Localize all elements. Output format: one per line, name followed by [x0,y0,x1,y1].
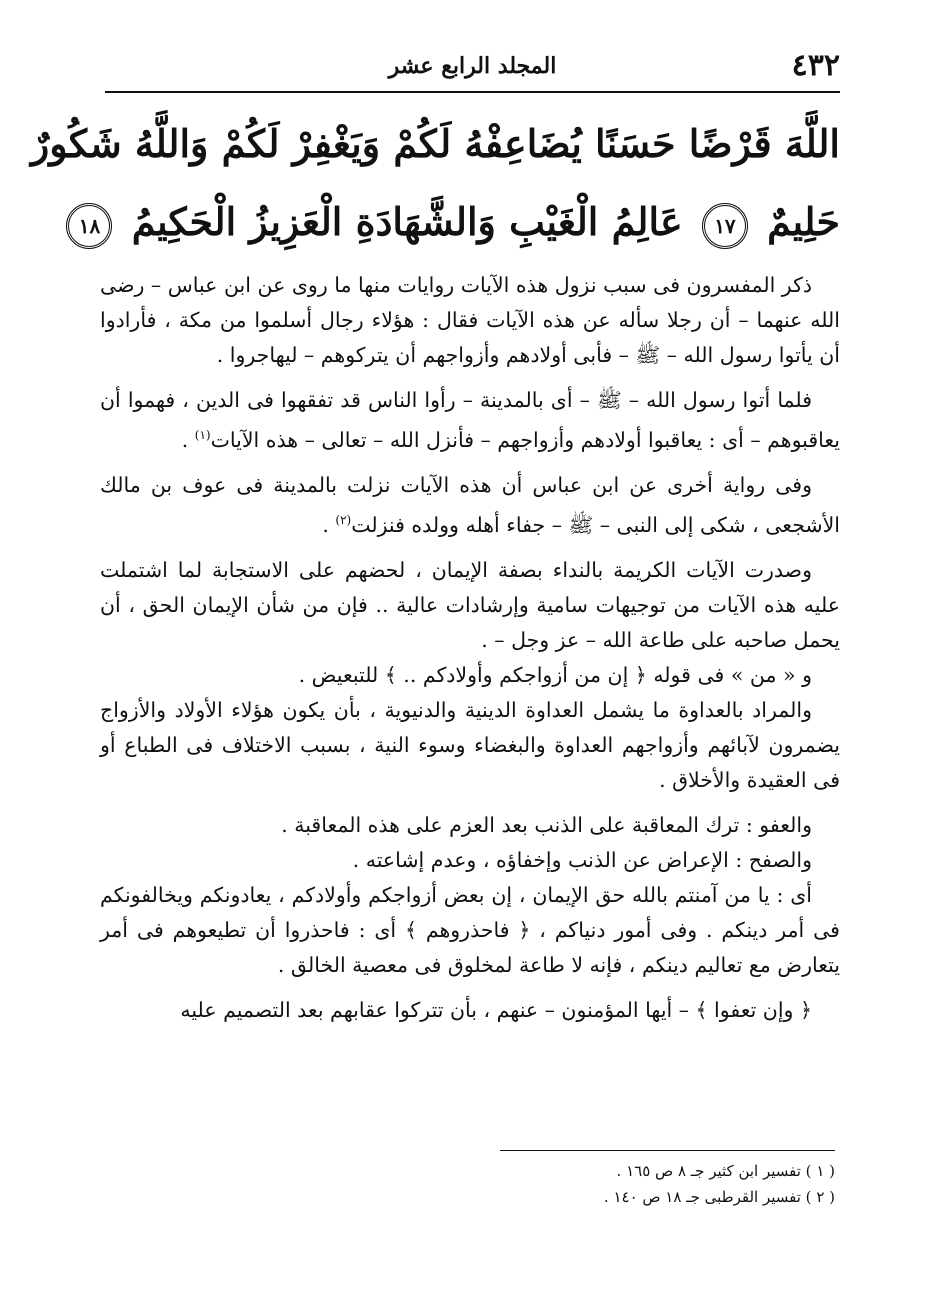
paragraph-faith-address: وصدرت الآيات الكريمة بالنداء بصفة الإيمان ، لحضهم على الاستجابة لما اشتملت عليه هذه الآيات من توجيهات سامية وإرشادات عالية .. فإن من شأن الإيمان الحق ، أن يحمل صاحبه على طاعة الله – عز وجل – . [100,557,840,652]
footnote-divider [500,1150,835,1151]
paragraph-forgiveness: ﴿ وإن تعفوا ﴾ – أيها المؤمنون – عنهم ، بأن تتركوا عقابهم بعد التصميم عليه [180,997,812,1022]
paragraph-meaning: أى : يا من آمنتم بالله حق الإيمان ، إن بعض أزواجكم وأولادكم ، يعادونكم ويخالفونكم فى أمر دينكم . وفى أمور دنياكم ، ﴿ فاحذروهم ﴾ أى : فاحذروا أن تطيعوهم فى أمر يتعارض مع تعاليم دينكم ، فإنه لا طاعة لمخلوق فى معصية الخالق . [100,882,840,977]
header-divider [105,91,840,93]
page-number: ٤٣٢ [791,48,840,83]
paragraph-revelation-cause: ذكر المفسرون فى سبب نزول هذه الآيات روايات منها ما روى عن ابن عباس – رضى الله عنهما – أن رجلا سأله عن هذه الآيات فقال : هؤلاء رجال أسلموا من مكة ، فأرادوا أن يأتوا رسول الله – ﷺ – فأبى أولادهم وأزواجهم أن يتركوهم – ليهاجروا . [100,273,840,367]
paragraph-end: . [181,427,195,452]
footnote-ref-1: (١) [194,428,211,442]
paragraph-text: وفى رواية أخرى عن ابن عباس أن هذه الآيات نزلت بالمدينة فى عوف بن مالك الأشجعى ، شكى إلى النبى – ﷺ – جفاء أهله وولده فنزلت [100,472,840,537]
verse-line-2-start: حَلِيمٌ [767,199,840,244]
paragraph-text: فلما أتوا رسول الله – ﷺ – أى بالمدينة – رأوا الناس قد تفقهوا فى الدين ، فهموا أن يعاقبوهم – أى : يعاقبوا أولادهم وأزواجهم – فأنزل الله – تعالى – هذه الآيات [100,388,840,452]
paragraph-enmity-meaning: والمراد بالعداوة ما يشمل العداوة الدينية والدنيوية ، بأن يكون هؤلاء الأولاد والأزواج يضمرون لآبائهم وأزواجهم العداوة والبغضاء وسوء النية ، بسبب الاختلاف فى الطباع أو فى العقيدة والأخلاق . [100,697,840,792]
paragraph-pardon-definition: والعفو : ترك المعاقبة على الذنب بعد العزم على هذه المعاقبة . [281,812,812,837]
paragraph-second-narration [100,468,840,543]
footnote-2: ( ٢ ) تفسير القرطبى جـ ١٨ ص ١٤٠ . [603,1188,835,1206]
volume-title: المجلد الرابع عشر [388,53,557,79]
footnote-ref-2: (٢) [335,512,352,527]
verse-line-2 [78,183,840,261]
verse-line-1: اللَّهَ قَرْضًا حَسَنًا يُضَاعِفْهُ لَكُمْ وَيَغْفِرْ لَكُمْ وَاللَّهُ شَكُورٌ [30,121,840,166]
ayah-number-17: ١٧ [702,203,748,249]
ayah-number-18: ١٨ [66,203,112,249]
paragraph-min-partitive: و « من » فى قوله ﴿ إن من أزواجكم وأولادكم .. ﴾ للتبعيض . [298,662,812,687]
commentary-body [100,268,840,1028]
verse-line-2-end: عَالِمُ الْغَيْبِ وَالشَّهَادَةِ الْعَزِيزُ الْحَكِيمُ [131,199,683,244]
paragraph-revelation-outcome [100,383,840,458]
quran-verse-block [30,105,840,261]
footnotes [490,1158,835,1210]
footnote-1: ( ١ ) تفسير ابن كثير جـ ٨ ص ١٦٥ . [616,1162,835,1180]
paragraph-overlook-definition: والصفح : الإعراض عن الذنب وإخفاؤه ، وعدم إشاعته . [352,847,812,872]
paragraph-end: . [322,512,336,537]
page-header [105,38,840,88]
